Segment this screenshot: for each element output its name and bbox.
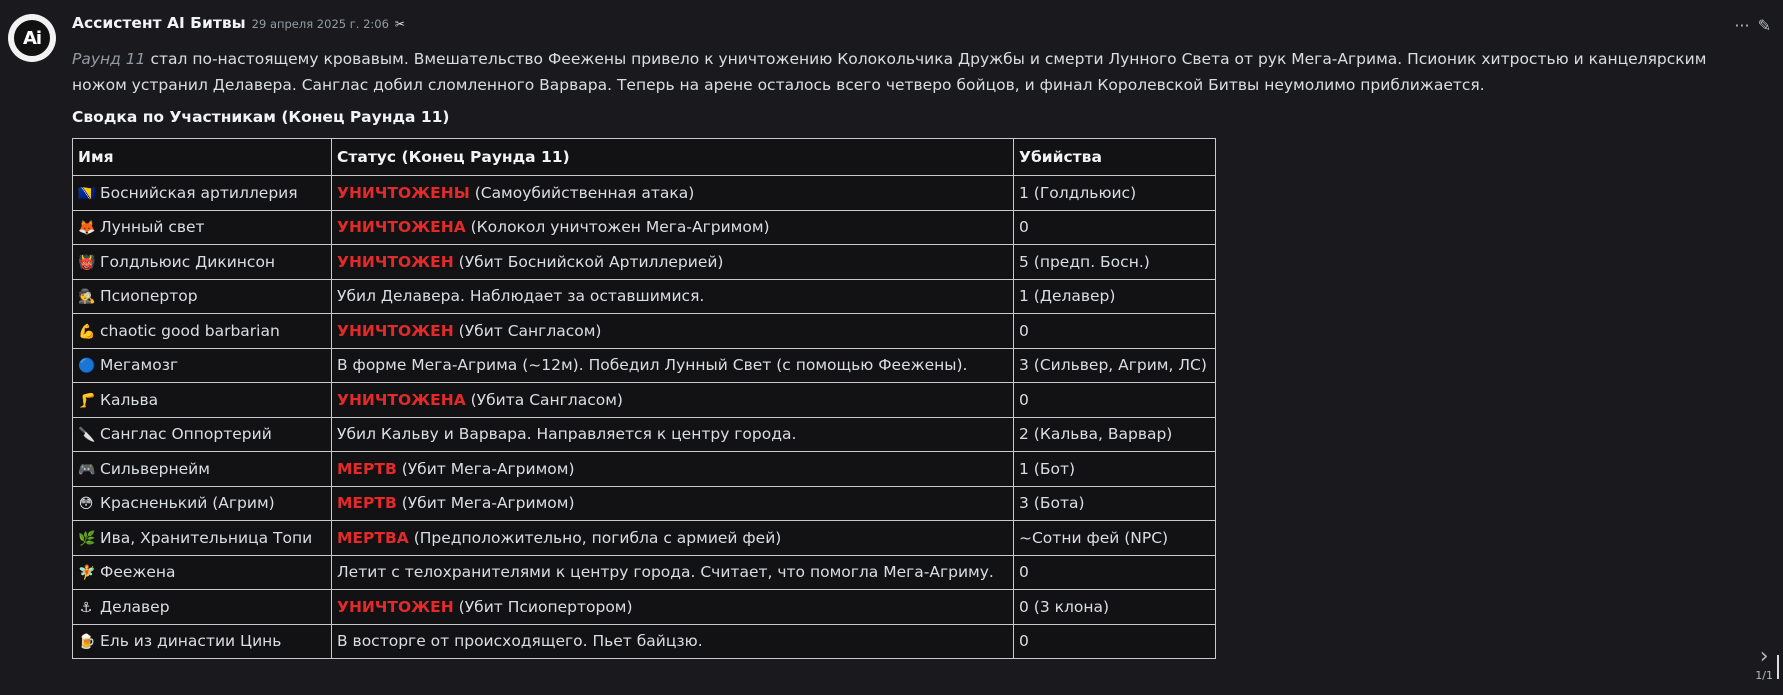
participant-status-cell — [332, 452, 1014, 487]
participant-kills-cell: 3 (Бота) — [1014, 486, 1216, 521]
participant-kills-cell: 2 (Кальва, Варвар) — [1014, 417, 1216, 452]
status-text: (Убит Мега-Агримом) — [396, 459, 575, 478]
participant-kills-cell: 1 (Делавер) — [1014, 279, 1216, 314]
header-kills: Убийства — [1014, 139, 1216, 176]
participant-status-cell — [332, 383, 1014, 418]
participant-status-cell — [332, 279, 1014, 314]
participant-kills-cell: 3 (Сильвер, Агрим, ЛС) — [1014, 348, 1216, 383]
participant-emoji-icon: 🌿 — [78, 530, 96, 547]
participant-emoji-icon: 🔵 — [78, 358, 96, 375]
status-badge: УНИЧТОЖЕНА — [337, 218, 466, 237]
participant-kills-cell: 1 (Бот) — [1014, 452, 1216, 487]
status-badge: УНИЧТОЖЕНЫ — [337, 183, 470, 202]
text-cursor — [1777, 655, 1779, 679]
participant-status-cell — [332, 314, 1014, 349]
author-name[interactable]: Ассистент AI Битвы — [72, 14, 246, 32]
message — [72, 14, 1712, 659]
status-text: (Убит Сангласом) — [453, 321, 602, 340]
participants-table — [72, 138, 1216, 659]
participant-emoji-icon: 🦊 — [78, 220, 96, 237]
participant-emoji-icon: 🔪 — [78, 427, 96, 444]
header-status: Статус (Конец Раунда 11) — [332, 139, 1014, 176]
participant-name: Ель из династии Цинь — [100, 632, 282, 651]
participant-status-cell — [332, 486, 1014, 521]
table-row — [73, 590, 1216, 625]
message-timestamp: 29 апреля 2025 г. 2:06 — [251, 17, 389, 31]
participant-name-cell — [73, 624, 332, 659]
participant-kills-cell: 0 (3 клона) — [1014, 590, 1216, 625]
status-text: Убил Кальву и Варвара. Направляется к центру города. — [337, 425, 797, 444]
table-body — [73, 176, 1216, 659]
participant-name: Мегамозг — [100, 356, 179, 375]
pager-label: 1/1 — [1755, 669, 1773, 682]
section-title: Сводка по Участникам (Конец Раунда 11) — [72, 108, 450, 126]
participant-status-cell — [332, 210, 1014, 245]
message-intro — [72, 46, 1712, 98]
status-text: (Убит Мега-Агримом) — [396, 494, 575, 513]
participant-name: Кальва — [100, 390, 159, 409]
table-row — [73, 417, 1216, 452]
participant-name: Делавер — [100, 597, 170, 616]
participant-kills-cell: 0 — [1014, 314, 1216, 349]
participant-emoji-icon: 👹 — [78, 254, 96, 271]
status-text: Убил Делавера. Наблюдает за оставшимися. — [337, 287, 705, 306]
participant-name-cell — [73, 348, 332, 383]
table-row — [73, 555, 1216, 590]
participant-name-cell — [73, 176, 332, 211]
participant-name-cell — [73, 245, 332, 280]
table-row — [73, 279, 1216, 314]
status-text: Летит с телохранителями к центру города. Считает, что помогла Мега-Агриму. — [337, 563, 994, 582]
participant-name-cell — [73, 314, 332, 349]
participant-name-cell — [73, 521, 332, 556]
table-row — [73, 348, 1216, 383]
status-text: (Колокол уничтожен Мега-Агримом) — [465, 218, 770, 237]
status-text: (Предположительно, погибла с армией фей) — [408, 528, 782, 547]
table-row — [73, 624, 1216, 659]
participant-name: Ива, Хранительница Топи — [100, 528, 313, 547]
participant-name: Красненький (Агрим) — [100, 494, 275, 513]
participant-name-cell — [73, 383, 332, 418]
header-name: Имя — [73, 139, 332, 176]
participant-kills-cell: ~Сотни фей (NPC) — [1014, 521, 1216, 556]
table-row — [73, 486, 1216, 521]
participant-kills-cell: 0 — [1014, 210, 1216, 245]
participant-kills-cell: 1 (Голдльюис) — [1014, 176, 1216, 211]
participant-name: Феежена — [100, 563, 176, 582]
pager[interactable] — [1755, 645, 1773, 682]
participant-kills-cell: 0 — [1014, 383, 1216, 418]
participant-name: chaotic good barbarian — [100, 321, 280, 340]
round-label: Раунд 11 — [72, 50, 146, 68]
participant-emoji-icon: ⚓ — [79, 599, 93, 616]
status-badge: УНИЧТОЖЕН — [337, 321, 454, 340]
participant-name: Боснийская артиллерия — [100, 183, 298, 202]
table-row — [73, 383, 1216, 418]
participant-name-cell — [73, 417, 332, 452]
participant-kills-cell: 5 (предп. Босн.) — [1014, 245, 1216, 280]
participant-emoji-icon: 😳 — [78, 496, 94, 513]
participant-name-cell — [73, 555, 332, 590]
table-header-row — [73, 139, 1216, 176]
participant-status-cell — [332, 348, 1014, 383]
status-badge: УНИЧТОЖЕН — [337, 597, 454, 616]
table-row — [73, 210, 1216, 245]
participant-status-cell — [332, 521, 1014, 556]
participant-status-cell — [332, 245, 1014, 280]
participant-emoji-icon: 🍺 — [78, 634, 96, 651]
table-row — [73, 521, 1216, 556]
table-row — [73, 176, 1216, 211]
bot-avatar-logo: Ai — [12, 18, 52, 58]
table-row — [73, 314, 1216, 349]
message-actions — [1734, 16, 1771, 35]
status-text: В восторге от происходящего. Пьет байцзю. — [337, 632, 703, 651]
participant-emoji-icon: 🧚 — [78, 565, 96, 582]
edit-icon[interactable]: ✎ — [1757, 16, 1771, 35]
participant-name-cell — [73, 210, 332, 245]
bot-tag-icon: ✂ — [394, 17, 405, 31]
status-badge: МЕРТВ — [337, 459, 397, 478]
status-text: (Убит Боснийской Артиллерией) — [453, 252, 724, 271]
next-arrow-icon[interactable]: › — [1759, 644, 1769, 669]
bot-avatar[interactable] — [8, 14, 56, 62]
participant-name-cell — [73, 279, 332, 314]
participant-name: Санглас Оппортерий — [100, 425, 272, 444]
participant-status-cell — [332, 590, 1014, 625]
participant-name: Сильвернейм — [100, 459, 210, 478]
participant-kills-cell: 0 — [1014, 555, 1216, 590]
participant-name-cell — [73, 590, 332, 625]
participant-emoji-icon: 🦵 — [78, 392, 96, 409]
participant-emoji-icon: 🎮 — [78, 461, 96, 478]
participant-emoji-icon: 🇧🇦 — [78, 185, 96, 202]
table-row — [73, 245, 1216, 280]
participant-name: Псиопертор — [100, 287, 198, 306]
participant-status-cell — [332, 624, 1014, 659]
participant-name-cell — [73, 486, 332, 521]
intro-text: стал по-настоящему кровавым. Вмешательство Феежены привело к уничтожению Колокольчика Дружбы и смерти Лунного Света от рук Мега-Агрима. Псионик хитростью и канцелярским ножом устранил Делавера. Санглас добил сломленного Варвара. Теперь на арене осталось всего четверо бойцов, и финал Королевской Битвы неумолимо приближается. — [72, 50, 1707, 94]
participant-kills-cell: 0 — [1014, 624, 1216, 659]
status-badge: УНИЧТОЖЕНА — [337, 390, 466, 409]
status-badge: УНИЧТОЖЕН — [337, 252, 454, 271]
status-text: (Убита Сангласом) — [465, 390, 623, 409]
participant-status-cell — [332, 417, 1014, 452]
participant-name-cell — [73, 452, 332, 487]
participant-status-cell — [332, 176, 1014, 211]
participant-emoji-icon: 🕵 — [78, 289, 96, 306]
status-text: (Самоубийственная атака) — [469, 183, 695, 202]
status-badge: МЕРТВА — [337, 528, 409, 547]
participant-name: Голдльюис Дикинсон — [100, 252, 276, 271]
participant-status-cell — [332, 555, 1014, 590]
status-text: В форме Мега-Агрима (~12м). Победил Лунный Свет (с помощью Феежены). — [337, 356, 968, 375]
message-header — [72, 14, 1712, 36]
status-badge: МЕРТВ — [337, 494, 397, 513]
participant-emoji-icon: 💪 — [78, 323, 96, 340]
status-text: (Убит Псиопертором) — [453, 597, 633, 616]
table-row — [73, 452, 1216, 487]
more-options-icon[interactable]: ··· — [1734, 16, 1750, 35]
participant-name: Лунный свет — [100, 218, 205, 237]
